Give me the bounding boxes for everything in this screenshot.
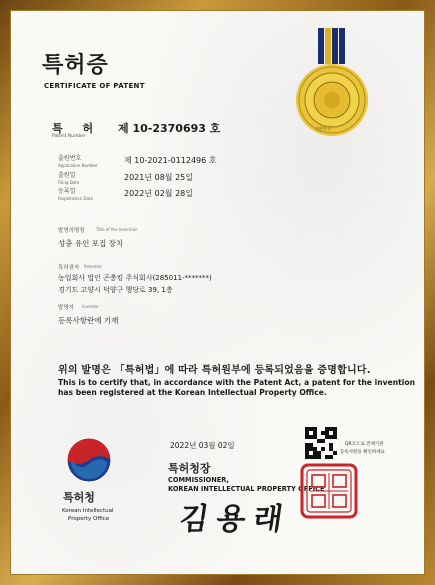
qr-code-icon[interactable] [305,427,337,459]
commissioner-signature: 김용래 [177,502,293,537]
declaration-en-line2: has been registered at the Korean Intellectual Property Office. [58,388,327,397]
medal-text: 대한민국 [315,126,331,131]
patentee-label: 특허권자 [58,265,80,271]
qr-caption-line1: QR코드로 전체기관 [345,442,384,447]
kipo-name: 특허청 [63,491,95,504]
kipo-logo-icon [62,433,116,487]
registration-date-label: 등록일 [58,188,76,195]
application-number-label: 출원번호 [58,155,82,162]
registration-date: 2022년 02월 28일 [124,189,193,198]
patent-label-en: Patent Number [52,134,86,139]
certificate-title-en: CERTIFICATE OF PATENT [44,82,145,90]
patent-number: 제 10-2370693 호 [118,122,221,135]
patentee-address: 경기도 고양시 덕양구 행당로 39, 1층 [58,286,173,294]
commissioner-title: 특허청장 [168,462,211,475]
commissioner-title-en-line2: KOREAN INTELLECTUAL PROPERTY OFFICE [168,485,325,493]
issue-date: 2022년 03월 02일 [170,441,235,450]
application-number: 제 10-2021-0112496 호 [124,156,217,165]
patentee-name: 농업회사 법인 곤충킹 주식회사(285011-*******) [58,274,212,282]
inventor-value: 등록사항란에 기재 [58,316,119,325]
declaration-ko: 위의 발명은 「특허법」에 따라 특허원부에 등록되었음을 증명합니다. [58,365,371,376]
declaration-en-line1: This is to certify that, in accordance with the Patent Act, a patent for the invention [58,378,415,387]
registration-date-label-en: Registration Date [58,196,93,201]
kipo-name-en-line1: Korean Intellectual [62,508,114,514]
inventor-label-en: Inventor [82,304,99,309]
filing-date: 2021년 08월 25일 [124,173,193,182]
patent-label: 특 허 [52,122,102,135]
gold-medal-icon [282,28,382,138]
application-number-label-en: Application Number [58,163,98,168]
filing-date-label-en: Filing Date [58,180,80,185]
qr-caption-line2: 등록사항을 확인하세요 [340,450,385,455]
kipo-name-en-line2: Property Office [68,516,110,522]
invention-title-label-en: Title of the Invention [96,227,138,232]
invention-title-label: 발명의명칭 [58,228,85,234]
ribbon [318,28,345,64]
commissioner-title-en-line1: COMMISSIONER, [168,476,230,484]
official-seal-icon [300,463,358,519]
certificate-title: 특허증 [42,53,109,78]
filing-date-label: 출원일 [58,172,76,179]
invention-title: 성충 유인 포집 장치 [58,239,124,248]
patentee-label-en: Patentee [84,264,102,269]
inventor-label: 발명자 [58,305,74,311]
